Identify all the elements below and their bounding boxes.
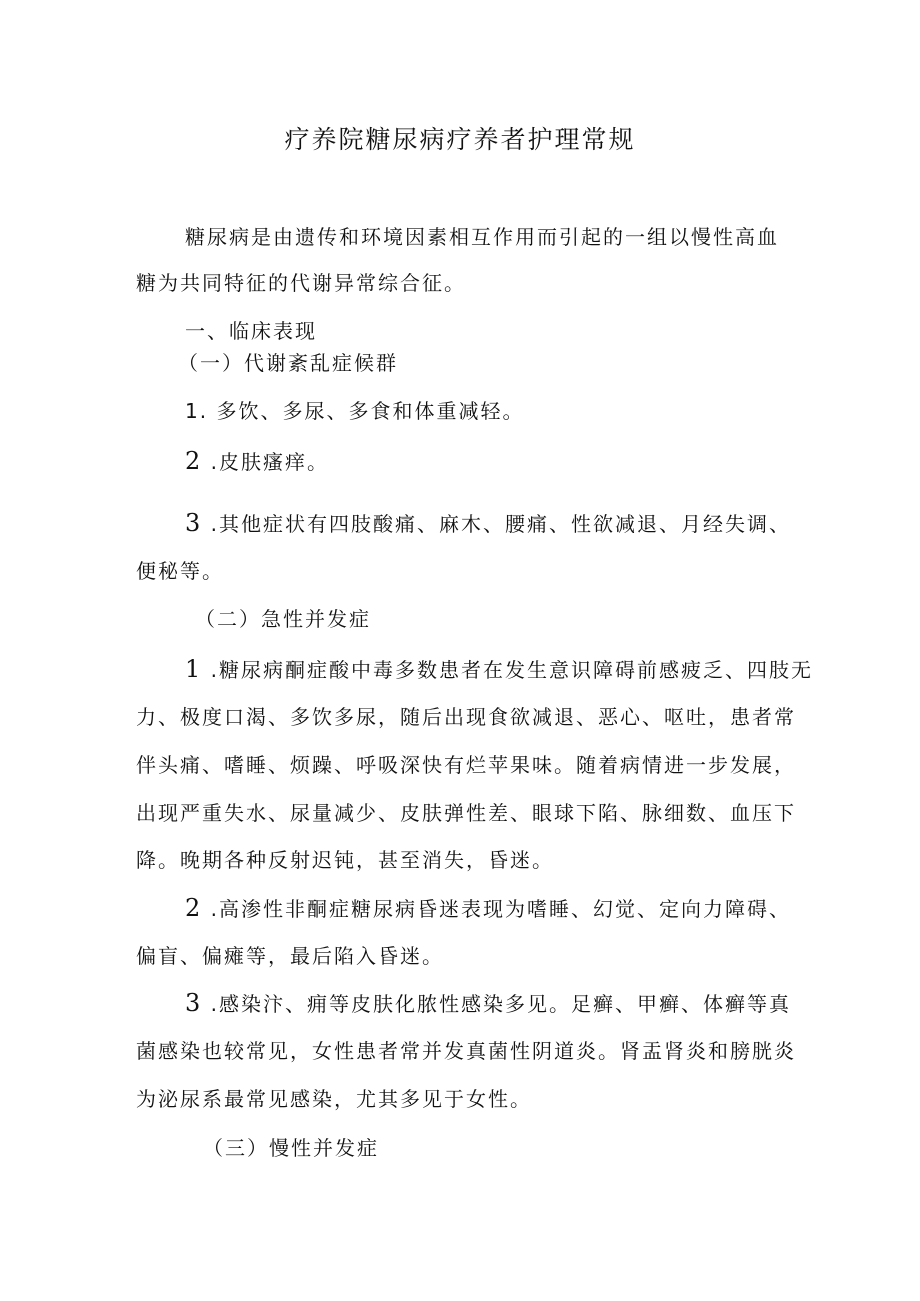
acute-item-1-line-2: 力、极度口渴、多饮多尿，随后出现食欲减退、恶心、呕吐，患者常	[136, 705, 796, 729]
acute-item-1-line-1	[185, 654, 813, 685]
item-text: .感染汴、痈等皮肤化脓性感染多见。足癣、甲癣、体癣等真	[202, 992, 791, 1016]
intro-line-1: 糖尿病是由遗传和环境因素相互作用而引起的一组以慢性高血	[185, 225, 779, 249]
intro-line-2: 糖为共同特征的代谢异常综合征。	[136, 271, 466, 295]
acute-item-2-line-1	[185, 893, 791, 924]
section-heading-clinical: 一、临床表现	[185, 319, 317, 343]
subsection-heading-metabolic: （一）代谢紊乱症候群	[178, 351, 398, 375]
metabolic-item-2	[185, 446, 329, 477]
acute-item-3-line-2: 菌感染也较常见，女性患者常并发真菌性阴道炎。肾盂肾炎和膀胱炎	[136, 1039, 796, 1063]
item-number: 2	[185, 447, 203, 475]
metabolic-item-3-line-2: 便秘等。	[136, 559, 224, 583]
item-number: 2	[185, 894, 203, 922]
acute-item-2-line-2: 偏盲、偏瘫等，最后陷入昏迷。	[136, 944, 444, 968]
document-title: 疗养院糖尿病疗养者护理常规	[284, 125, 636, 154]
acute-item-1-line-5: 降。晚期各种反射迟钝，甚至消失，昏迷。	[136, 848, 554, 872]
metabolic-item-1: 1. 多饮、多尿、多食和体重减轻。	[185, 399, 525, 423]
metabolic-item-3-line-1	[185, 508, 791, 539]
subsection-heading-chronic: （三）慢性并发症	[203, 1136, 379, 1160]
item-number: 1	[185, 655, 203, 683]
item-number: 3	[185, 509, 203, 537]
acute-item-1-line-3: 伴头痛、嗜睡、烦躁、呼吸深快有烂苹果味。随着病情进一步发展，	[136, 753, 796, 777]
item-text: .糖尿病酮症酸中毒多数患者在发生意识障碍前感疲乏、四肢无	[202, 658, 813, 682]
acute-item-1-line-4: 出现严重失水、尿量减少、皮肤弹性差、眼球下陷、脉细数、血压下	[136, 801, 796, 825]
item-text: .皮肤瘙痒。	[202, 450, 329, 474]
item-text: .其他症状有四肢酸痛、麻木、腰痛、性欲减退、月经失调、	[202, 512, 791, 536]
item-text: .高渗性非酮症糖尿病昏迷表现为嗜睡、幻觉、定向力障碍、	[202, 897, 791, 921]
acute-item-3-line-3: 为泌尿系最常见感染，尤其多见于女性。	[136, 1087, 532, 1111]
acute-item-3-line-1	[185, 988, 791, 1019]
item-number: 3	[185, 989, 203, 1017]
subsection-heading-acute: （二）急性并发症	[195, 607, 371, 631]
